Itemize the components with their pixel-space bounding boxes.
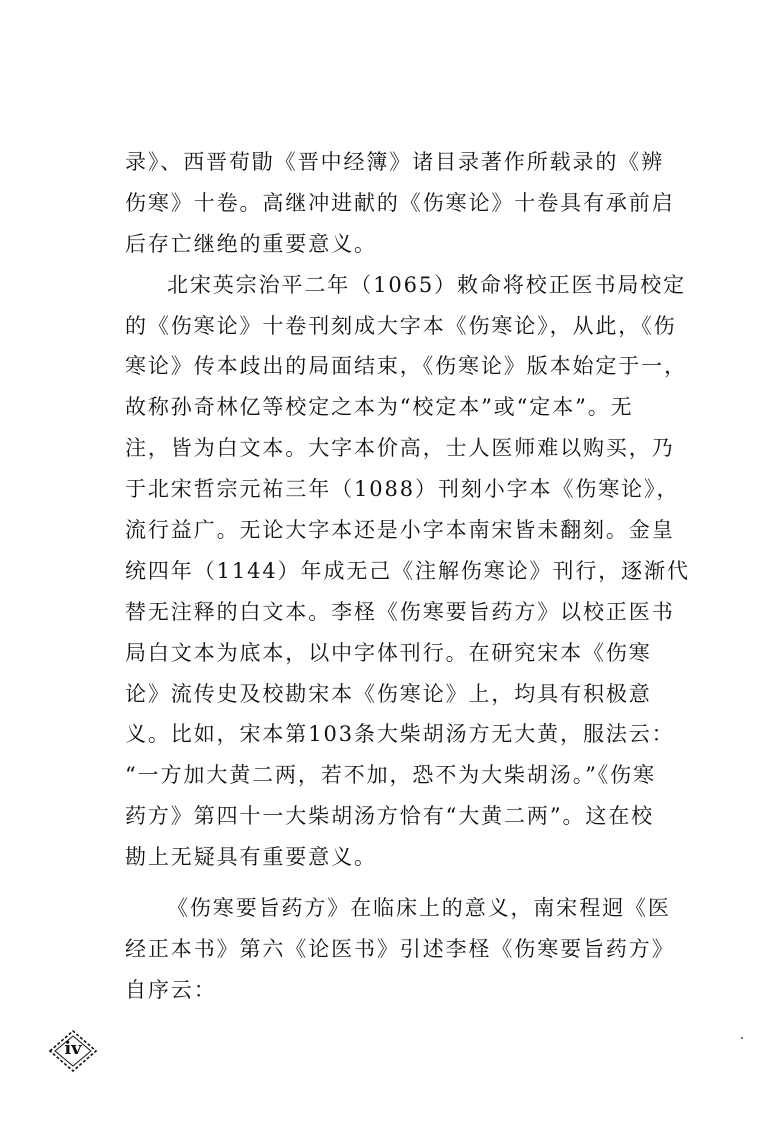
text-line: 药方》第四十一大柴胡汤方恰有“大黄二两”。这在校 (125, 804, 655, 829)
text-line: 寒论》传本歧出的局面结束，《伤寒论》版本始定于一， (125, 354, 687, 379)
scan-speck (741, 1037, 743, 1039)
text-line: 经正本书》第六《论医书》引述李柽《伤寒要旨药方》 (125, 936, 675, 961)
text-line: 故称孙奇林亿等校定之本为“校定本”或“定本”。无 (125, 395, 634, 420)
page-number: iv (64, 1038, 82, 1059)
text-line: 于北宋哲宗元祐三年（1088）刊刻小字本《伤寒论》， (125, 477, 680, 502)
text-line: 后存亡继绝的重要意义。 (125, 231, 377, 256)
text-line: 流行益广。无论大字本还是小字本南宋皆未翻刻。金皇 (125, 518, 675, 543)
text-line: 《伤寒要旨药方》在临床上的意义，南宋程迥《医 (167, 896, 671, 921)
paragraph-3 (125, 888, 673, 1011)
text-line: 录》、西晋荀勖《晋中经簿》诸目录著作所载录的《辨 (125, 150, 665, 174)
text-line: 北宋英宗治平二年（1065）敕命将校正医书局校定 (167, 272, 687, 297)
page-number-badge (47, 1028, 99, 1074)
text-line: 替无注释的白文本。李柽《伤寒要旨药方》以校正医书 (125, 599, 675, 624)
paragraph-1 (125, 142, 673, 265)
text-line: 自序云： (125, 977, 217, 1002)
text-line: 局白文本为底本，以中字体刊行。在研究宋本《伤寒 (125, 640, 652, 665)
text-line: 统四年（1144）年成无己《注解伤寒论》刊行，逐渐代 (125, 558, 690, 583)
paragraph-2 (125, 265, 690, 878)
text-line: 论》流传史及校勘宋本《伤寒论》上，均具有积极意 (125, 681, 652, 706)
text-line: 义。比如，宋本第103条大柴胡汤方无大黄，服法云： (125, 722, 675, 747)
text-line: 注，皆为白文本。大字本价高，士人医师难以购买，乃 (125, 436, 675, 461)
text-line: 伤寒》十卷。高继冲进献的《伤寒论》十卷具有承前启 (125, 190, 675, 215)
text-line: “一方加大黄二两，若不加，恐不为大柴胡汤。”《伤寒 (125, 763, 656, 788)
body-text (125, 142, 690, 1011)
text-line: 勘上无疑具有重要意义。 (125, 845, 377, 870)
text-line: 的《伤寒论》十卷刊刻成大字本《伤寒论》，从此，《伤 (125, 313, 677, 338)
